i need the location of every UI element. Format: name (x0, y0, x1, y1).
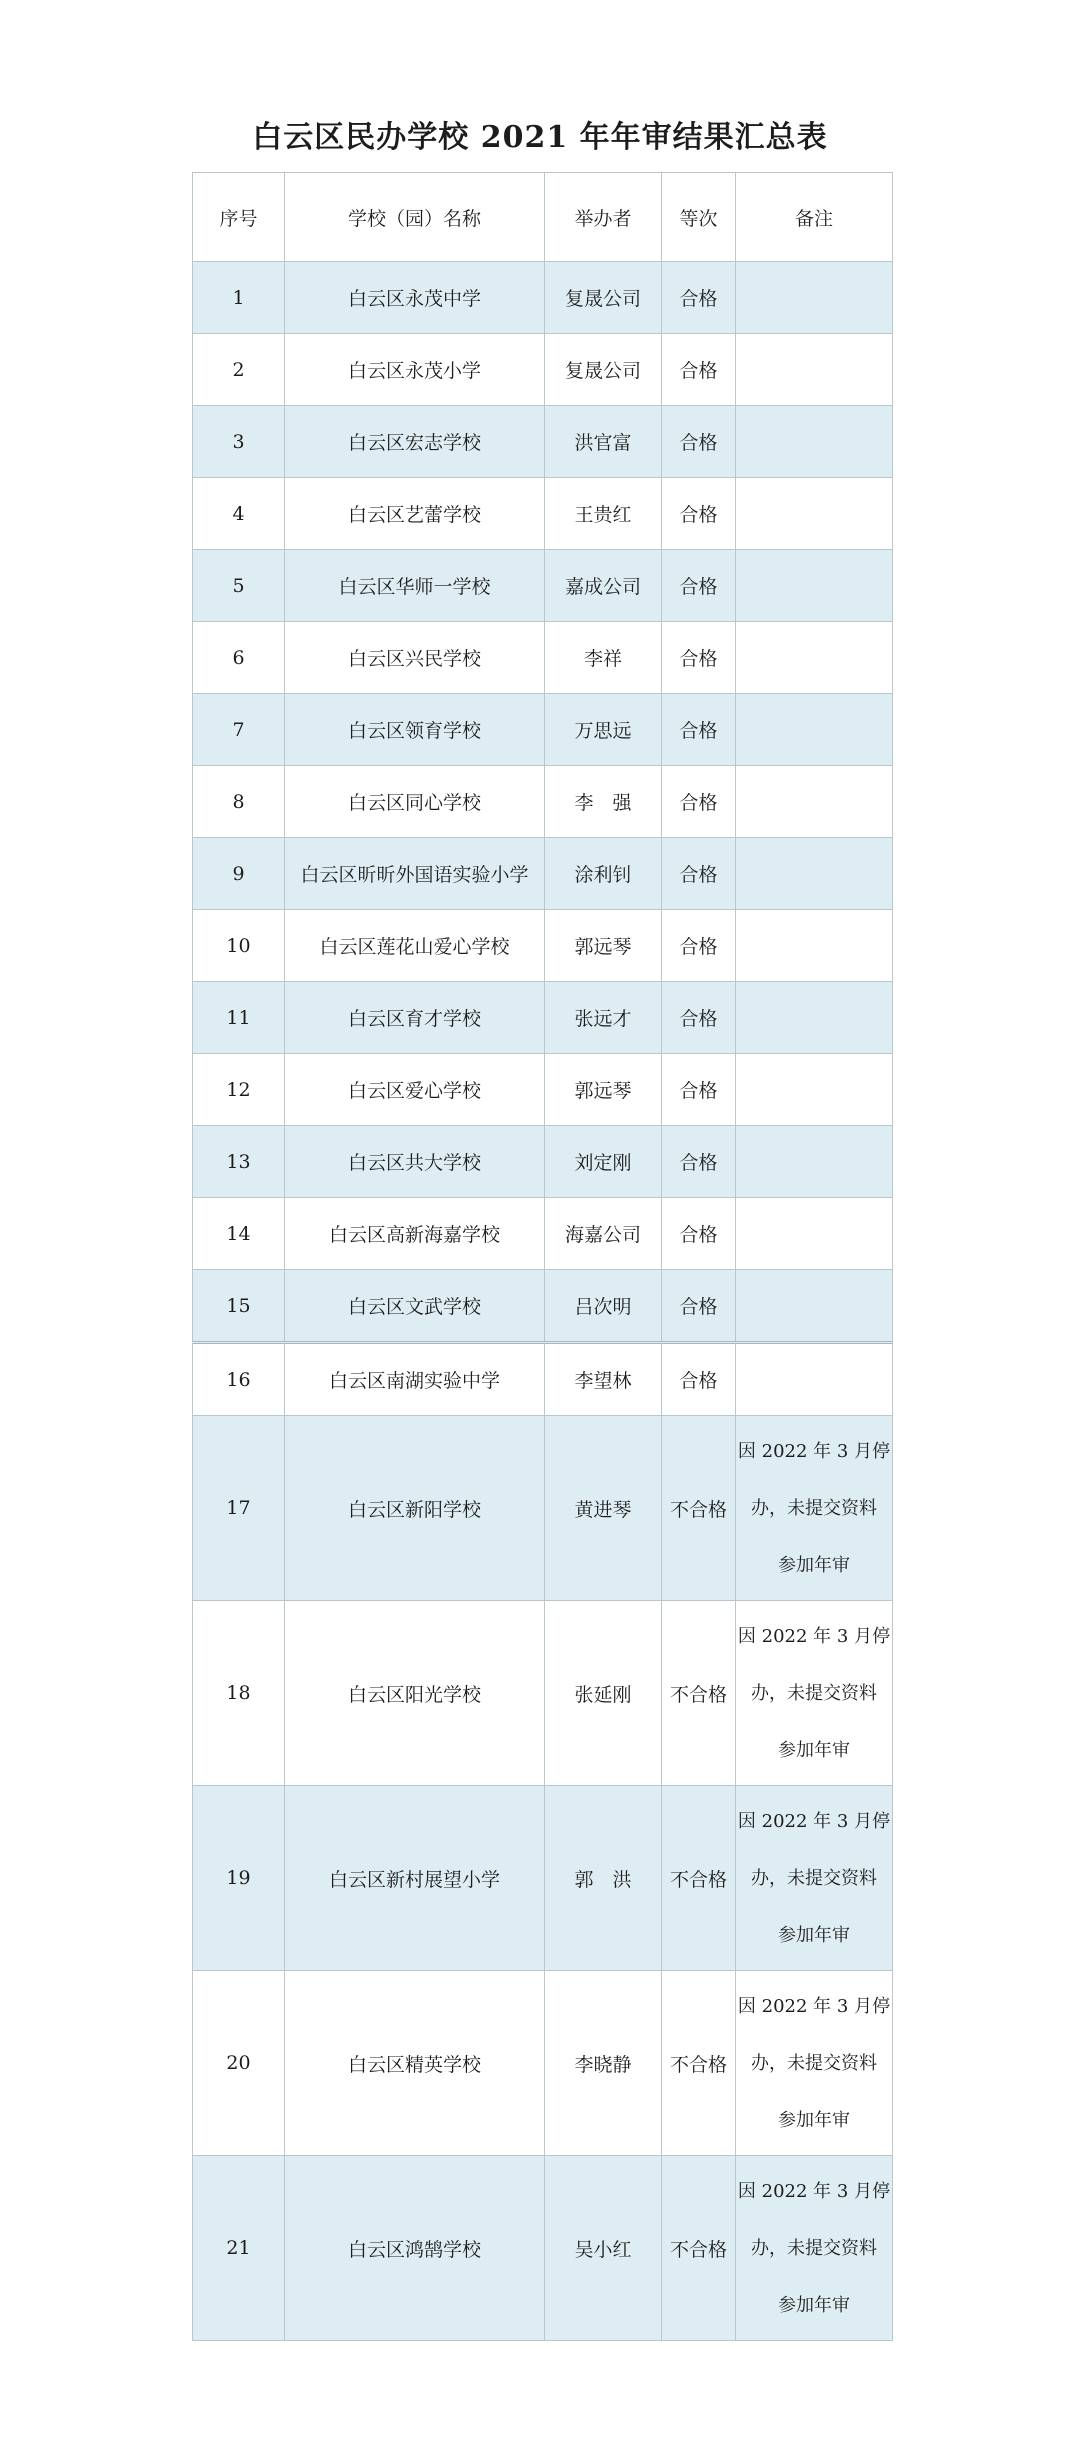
school-name-cell: 白云区华师一学校 (285, 550, 545, 622)
grade-cell: 合格 (662, 982, 736, 1054)
seq-cell: 9 (193, 838, 285, 910)
school-name-cell: 白云区阳光学校 (285, 1601, 545, 1786)
table-row (193, 838, 893, 910)
table-row (193, 1270, 893, 1343)
organizer-cell: 李 强 (545, 766, 662, 838)
header-organizer: 举办者 (545, 173, 662, 262)
table-row (193, 694, 893, 766)
seq-cell: 14 (193, 1198, 285, 1270)
organizer-cell: 刘定刚 (545, 1126, 662, 1198)
table-row (193, 1971, 893, 2156)
note-cell (736, 694, 893, 766)
seq-cell: 2 (193, 334, 285, 406)
table-row (193, 766, 893, 838)
seq-cell: 13 (193, 1126, 285, 1198)
results-table (192, 172, 893, 2341)
organizer-cell: 复晟公司 (545, 262, 662, 334)
seq-cell: 21 (193, 2156, 285, 2341)
table-row (193, 910, 893, 982)
organizer-cell: 李晓静 (545, 1971, 662, 2156)
grade-cell: 合格 (662, 262, 736, 334)
grade-cell: 合格 (662, 1343, 736, 1416)
note-line: 办，未提交资料 (751, 1867, 877, 1889)
grade-cell: 合格 (662, 334, 736, 406)
organizer-cell: 海嘉公司 (545, 1198, 662, 1270)
seq-cell: 15 (193, 1270, 285, 1343)
note-cell (736, 1198, 893, 1270)
seq-cell: 12 (193, 1054, 285, 1126)
note-cell (736, 982, 893, 1054)
table-row (193, 334, 893, 406)
table-row (193, 622, 893, 694)
seq-cell: 16 (193, 1343, 285, 1416)
school-name-cell: 白云区高新海嘉学校 (285, 1198, 545, 1270)
note-line: 因 2022 年 3 月停 (737, 1440, 891, 1462)
note-line: 因 2022 年 3 月停 (737, 1995, 891, 2017)
grade-cell: 合格 (662, 622, 736, 694)
seq-cell: 10 (193, 910, 285, 982)
organizer-cell: 张远才 (545, 982, 662, 1054)
school-name-cell: 白云区昕昕外国语实验小学 (285, 838, 545, 910)
school-name-cell: 白云区鸿鹄学校 (285, 2156, 545, 2341)
school-name-cell: 白云区兴民学校 (285, 622, 545, 694)
note-line: 参加年审 (778, 2294, 850, 2316)
table-row (193, 2156, 893, 2341)
grade-cell: 不合格 (662, 1971, 736, 2156)
organizer-cell: 洪官富 (545, 406, 662, 478)
note-cell (736, 1786, 893, 1971)
note-line: 办，未提交资料 (751, 2052, 877, 2074)
table-row (193, 1601, 893, 1786)
note-line: 办，未提交资料 (751, 1682, 877, 1704)
table-row (193, 1198, 893, 1270)
organizer-cell: 郭 洪 (545, 1786, 662, 1971)
table-row (193, 478, 893, 550)
grade-cell: 合格 (662, 1126, 736, 1198)
seq-cell: 3 (193, 406, 285, 478)
table-row (193, 550, 893, 622)
note-cell (736, 1054, 893, 1126)
organizer-cell: 黄进琴 (545, 1416, 662, 1601)
note-line: 办，未提交资料 (751, 2237, 877, 2259)
grade-cell: 合格 (662, 406, 736, 478)
note-line: 因 2022 年 3 月停 (737, 1625, 891, 1647)
note-cell (736, 1270, 893, 1343)
table-row (193, 1416, 893, 1601)
organizer-cell: 张延刚 (545, 1601, 662, 1786)
seq-cell: 1 (193, 262, 285, 334)
organizer-cell: 万思远 (545, 694, 662, 766)
organizer-cell: 王贵红 (545, 478, 662, 550)
note-cell (736, 1601, 893, 1786)
organizer-cell: 李祥 (545, 622, 662, 694)
table-row (193, 982, 893, 1054)
grade-cell: 合格 (662, 910, 736, 982)
note-cell (736, 478, 893, 550)
school-name-cell: 白云区文武学校 (285, 1270, 545, 1343)
table-row (193, 1126, 893, 1198)
header-note: 备注 (736, 173, 893, 262)
school-name-cell: 白云区永茂小学 (285, 334, 545, 406)
table-row (193, 1054, 893, 1126)
grade-cell: 合格 (662, 478, 736, 550)
school-name-cell: 白云区育才学校 (285, 982, 545, 1054)
note-cell (736, 334, 893, 406)
grade-cell: 合格 (662, 766, 736, 838)
note-cell (736, 766, 893, 838)
seq-cell: 4 (193, 478, 285, 550)
note-line: 参加年审 (778, 1739, 850, 1761)
school-name-cell: 白云区精英学校 (285, 1971, 545, 2156)
grade-cell: 合格 (662, 838, 736, 910)
note-cell (736, 622, 893, 694)
table-row (193, 1786, 893, 1971)
school-name-cell: 白云区同心学校 (285, 766, 545, 838)
organizer-cell: 郭远琴 (545, 910, 662, 982)
note-line: 参加年审 (778, 1924, 850, 1946)
organizer-cell: 吴小红 (545, 2156, 662, 2341)
grade-cell: 合格 (662, 1198, 736, 1270)
school-name-cell: 白云区永茂中学 (285, 262, 545, 334)
seq-cell: 6 (193, 622, 285, 694)
school-name-cell: 白云区新村展望小学 (285, 1786, 545, 1971)
header-grade: 等次 (662, 173, 736, 262)
seq-cell: 8 (193, 766, 285, 838)
seq-cell: 20 (193, 1971, 285, 2156)
grade-cell: 不合格 (662, 1786, 736, 1971)
grade-cell: 合格 (662, 694, 736, 766)
school-name-cell: 白云区共大学校 (285, 1126, 545, 1198)
school-name-cell: 白云区莲花山爱心学校 (285, 910, 545, 982)
seq-cell: 19 (193, 1786, 285, 1971)
note-line: 参加年审 (778, 1554, 850, 1576)
note-line: 办，未提交资料 (751, 1497, 877, 1519)
grade-cell: 合格 (662, 1270, 736, 1343)
table-row (193, 406, 893, 478)
note-cell (736, 1126, 893, 1198)
grade-cell: 不合格 (662, 2156, 736, 2341)
seq-cell: 18 (193, 1601, 285, 1786)
note-cell (736, 1416, 893, 1601)
seq-cell: 11 (193, 982, 285, 1054)
organizer-cell: 嘉成公司 (545, 550, 662, 622)
organizer-cell: 吕次明 (545, 1270, 662, 1343)
note-cell (736, 910, 893, 982)
note-cell (736, 550, 893, 622)
school-name-cell: 白云区新阳学校 (285, 1416, 545, 1601)
note-cell (736, 838, 893, 910)
grade-cell: 合格 (662, 550, 736, 622)
school-name-cell: 白云区艺蕾学校 (285, 478, 545, 550)
organizer-cell: 李望林 (545, 1343, 662, 1416)
header-row (193, 173, 893, 262)
school-name-cell: 白云区爱心学校 (285, 1054, 545, 1126)
header-school: 学校（园）名称 (285, 173, 545, 262)
note-line: 因 2022 年 3 月停 (737, 2180, 891, 2202)
note-cell (736, 2156, 893, 2341)
seq-cell: 5 (193, 550, 285, 622)
school-name-cell: 白云区宏志学校 (285, 406, 545, 478)
grade-cell: 不合格 (662, 1416, 736, 1601)
seq-cell: 17 (193, 1416, 285, 1601)
table-row (193, 1343, 893, 1416)
organizer-cell: 复晟公司 (545, 334, 662, 406)
school-name-cell: 白云区领育学校 (285, 694, 545, 766)
seq-cell: 7 (193, 694, 285, 766)
school-name-cell: 白云区南湖实验中学 (285, 1343, 545, 1416)
grade-cell: 合格 (662, 1054, 736, 1126)
organizer-cell: 郭远琴 (545, 1054, 662, 1126)
note-cell (736, 406, 893, 478)
note-cell (736, 1971, 893, 2156)
note-line: 参加年审 (778, 2109, 850, 2131)
grade-cell: 不合格 (662, 1601, 736, 1786)
note-cell (736, 1343, 893, 1416)
header-seq: 序号 (193, 173, 285, 262)
note-line: 因 2022 年 3 月停 (737, 1810, 891, 1832)
page-title: 白云区民办学校 2021 年年审结果汇总表 (252, 120, 828, 155)
organizer-cell: 涂利钊 (545, 838, 662, 910)
table-row (193, 262, 893, 334)
note-cell (736, 262, 893, 334)
